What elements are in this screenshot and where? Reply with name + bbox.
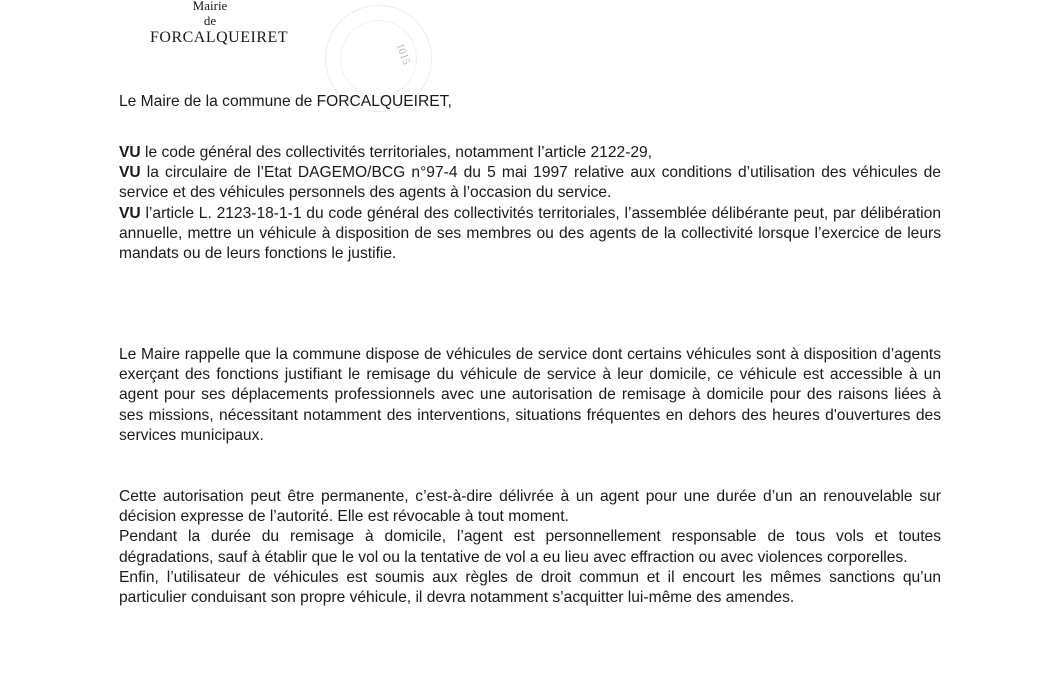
vu-label: VU [119,164,141,182]
paragraph-2b: Pendant la durée du remisage à domicile, l’agent est personnellement responsable de tous vols et toutes dégradations, sauf à établir que le vol ou la tentative de vol a eu lieu avec effraction ou avec violences corporelles. [119,528,941,566]
vu-text-3: l’article L. 2123-18-1-1 du code général des collectivités territoriales, l’assemblée délibérante peut, par délibération annuelle, mettre un véhicule à disposition de ses membres ou des agents de la collectivité lorsque l’exercice de leurs mandats ou de leurs fonctions le justifie. [119,204,941,263]
letterhead-mairie: Mairie [192,0,228,13]
vu-label: VU [119,204,141,222]
vu-text-1: le code général des collectivités territoriales, notamment l’article 2122-29, [145,144,653,161]
stamp-text: 1015 [393,41,413,67]
vu-item-2 [119,163,941,203]
paragraph-remisage [119,345,941,446]
vu-text-2: la circulaire de l’Etat DAGEMO/BCG n°97-4 du 5 mai 1997 relative aux conditions d’utilisation des véhicules de service et des véhicules personnels des agents à l’occasion du service. [119,164,941,202]
vu-item-3 [119,204,941,265]
paragraph-2c: Enfin, l’utilisateur de véhicules est soumis aux règles de droit commun et il encourt les mêmes sanctions qu’un particulier conduisant son propre véhicule, il devra notamment s’acquitter lui-même des amendes. [119,568,941,607]
paragraph-conditions [119,487,941,608]
vu-section [119,143,941,264]
letterhead [150,0,289,48]
letterhead-de: de [203,13,217,28]
vu-label: VU [119,144,141,161]
paragraph-1: Le Maire rappelle que la commune dispose de véhicules de service dont certains véhicules sont à disposition d’agents exerçant des fonctions justifiant le remisage du véhicule de service à leur domicile, ce véhicule est accessible à un agent pour ses déplacements professionnels avec une autorisation de remisage à domicile pour des raisons liées à ses missions, nécessitant notamment des interventions, situations fréquentes en dehors des heures d'ouvertures des services municipaux. [119,346,941,444]
intro-line: Le Maire de la commune de FORCALQUEIRET, [119,93,452,110]
document-body [119,92,941,112]
letterhead-commune: FORCALQUEIRET [150,29,289,46]
paragraph-2a: Cette autorisation peut être permanente, c’est-à-dire délivrée à un agent pour une durée d’un an renouvelable sur décision expresse de l’autorité. Elle est révocable à tout moment. [119,488,941,526]
vu-item-1 [119,143,941,163]
